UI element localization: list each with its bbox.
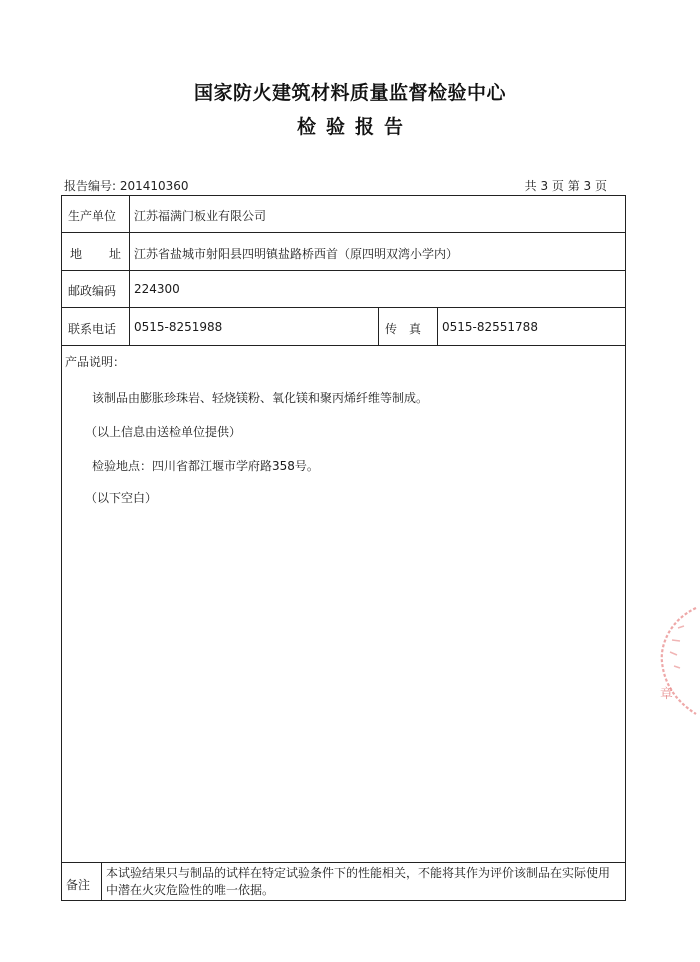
fax-column-divider [378,307,379,345]
row-divider [61,345,626,346]
fax-value-divider [437,307,438,345]
producer-label: 生产单位 [68,209,117,223]
row-divider [61,270,626,271]
address-label: 地址 [70,247,149,261]
official-seal-fragment [648,600,698,720]
postcode-value: 224300 [134,282,180,296]
info-source-note: （以上信息由送检单位提供） [85,425,242,439]
phone-value: 0515-8251988 [134,320,223,334]
row-divider [61,862,626,863]
remark-label-divider [101,862,102,901]
row-divider [61,307,626,308]
producer-value: 江苏福满门板业有限公司 [134,209,267,223]
address-value: 江苏省盐城市射阳县四明镇盐路桥西首（原四明双湾小学内） [134,247,459,261]
product-heading: 产品说明： [65,355,126,369]
phone-label: 联系电话 [68,322,117,336]
report-number: 报告编号: 201410360 [64,179,189,193]
remark-label: 备注 [66,878,91,892]
page-counter: 共 3 页 第 3 页 [524,179,607,193]
fax-value: 0515-82551788 [442,320,538,334]
report-table-frame [61,195,626,901]
postcode-label: 邮政编码 [68,284,117,298]
row-divider [61,232,626,233]
blank-below-note: （以下空白） [85,491,158,505]
fax-label: 传真 [385,322,434,336]
label-column-divider [129,195,130,345]
remark-text: 本试验结果只与制品的试样在特定试验条件下的性能相关，不能将其作为评价该制品在实际使用中潜在火灾危险性的唯一依据。 [106,866,611,897]
report-org-title: 国家防火建筑材料质量监督检验中心 [193,82,506,104]
test-location: 检验地点：四川省都江堰市学府路358号。 [92,459,319,473]
seal-character: 章 [660,687,674,702]
report-type-title: 检验报告 [296,116,413,138]
product-description: 该制品由膨胀珍珠岩、轻烧镁粉、氧化镁和聚丙烯纤维等制成。 [92,391,429,405]
